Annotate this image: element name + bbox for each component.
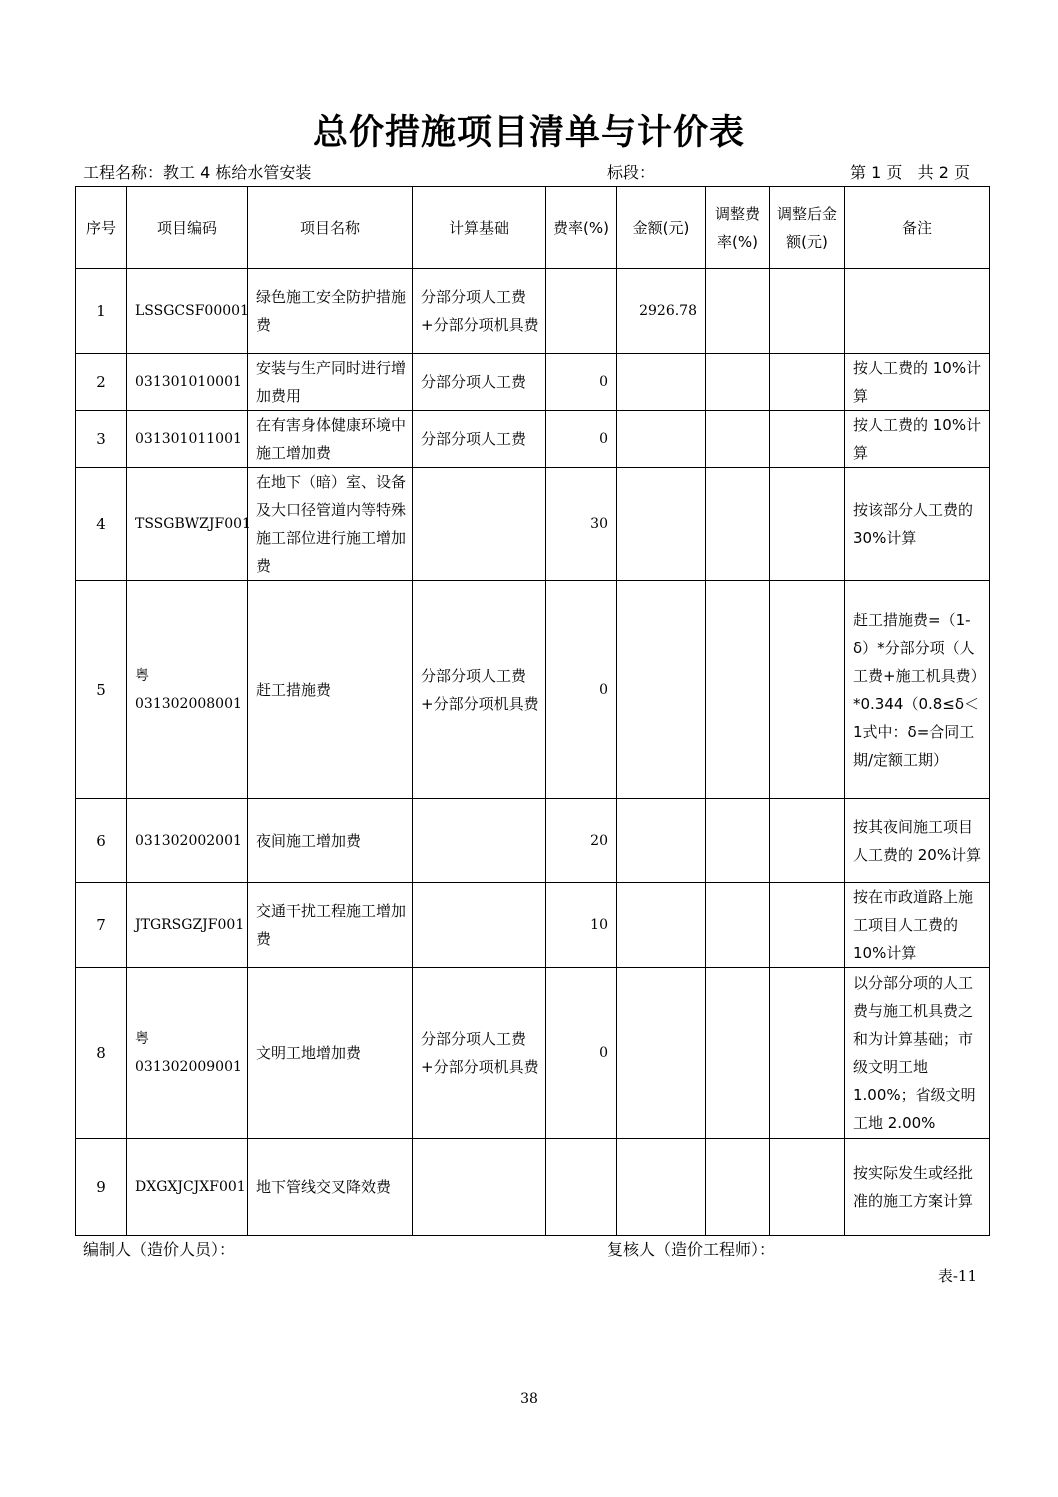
page-number: 38 bbox=[520, 1391, 538, 1407]
cell-basis: 分部分项人工费 bbox=[413, 354, 546, 411]
cell-amount bbox=[617, 968, 706, 1139]
cell-name: 安装与生产同时进行增加费用 bbox=[248, 354, 413, 411]
cell-amount bbox=[617, 1139, 706, 1236]
header-no: 序号 bbox=[76, 187, 127, 269]
cell-no: 7 bbox=[76, 883, 127, 968]
cell-code: LSSGCSF00001 bbox=[127, 269, 248, 354]
table-row bbox=[76, 411, 990, 468]
cell-note: 按实际发生或经批准的施工方案计算 bbox=[845, 1139, 990, 1236]
table-row bbox=[76, 883, 990, 968]
cell-amount: 2926.78 bbox=[617, 269, 706, 354]
cell-rate: 20 bbox=[546, 799, 617, 883]
cell-amount bbox=[617, 354, 706, 411]
cell-code: 031301011001 bbox=[127, 411, 248, 468]
page-info: 第 1 页 共 2 页 bbox=[850, 163, 970, 182]
section-label: 标段： bbox=[607, 163, 656, 182]
table-row bbox=[76, 269, 990, 354]
cell-rate: 0 bbox=[546, 968, 617, 1139]
cell-note: 以分部分项的人工费与施工机具费之和为计算基础；市级文明工地 1.00%；省级文明工地 2.00% bbox=[845, 968, 990, 1139]
cell-amount bbox=[617, 581, 706, 799]
cell-amount bbox=[617, 883, 706, 968]
cell-basis bbox=[413, 799, 546, 883]
cell-rate bbox=[546, 1139, 617, 1236]
cell-no: 1 bbox=[76, 269, 127, 354]
header-amount: 金额(元) bbox=[617, 187, 706, 269]
table-number: 表-11 bbox=[937, 1267, 977, 1285]
cell-adj-rate bbox=[706, 354, 770, 411]
cell-no: 9 bbox=[76, 1139, 127, 1236]
cell-basis bbox=[413, 883, 546, 968]
cell-code: 粤031302008001 bbox=[127, 581, 248, 799]
cell-name: 地下管线交叉降效费 bbox=[248, 1139, 413, 1236]
cell-basis bbox=[413, 1139, 546, 1236]
cell-amount bbox=[617, 799, 706, 883]
table-row bbox=[76, 968, 990, 1139]
cell-code: TSSGBWZJF001 bbox=[127, 468, 248, 581]
cell-adj-amount bbox=[770, 411, 845, 468]
cell-code: 031301010001 bbox=[127, 354, 248, 411]
cell-adj-rate bbox=[706, 269, 770, 354]
cell-name: 绿色施工安全防护措施费 bbox=[248, 269, 413, 354]
cell-name: 夜间施工增加费 bbox=[248, 799, 413, 883]
cell-amount bbox=[617, 411, 706, 468]
cell-name: 在有害身体健康环境中施工增加费 bbox=[248, 411, 413, 468]
cell-no: 3 bbox=[76, 411, 127, 468]
table-row bbox=[76, 581, 990, 799]
cell-adj-rate bbox=[706, 968, 770, 1139]
cell-amount bbox=[617, 468, 706, 581]
cell-note: 按人工费的 10%计算 bbox=[845, 411, 990, 468]
cell-basis: 分部分项人工费+分部分项机具费 bbox=[413, 581, 546, 799]
cell-rate: 0 bbox=[546, 354, 617, 411]
cell-no: 2 bbox=[76, 354, 127, 411]
cell-rate: 0 bbox=[546, 581, 617, 799]
header-rate: 费率(%) bbox=[546, 187, 617, 269]
cell-adj-amount bbox=[770, 1139, 845, 1236]
header-note: 备注 bbox=[845, 187, 990, 269]
cell-basis: 分部分项人工费 bbox=[413, 411, 546, 468]
table-row bbox=[76, 799, 990, 883]
cell-adj-amount bbox=[770, 799, 845, 883]
cell-basis: 分部分项人工费+分部分项机具费 bbox=[413, 269, 546, 354]
cell-rate bbox=[546, 269, 617, 354]
cell-no: 6 bbox=[76, 799, 127, 883]
cell-code: 031302002001 bbox=[127, 799, 248, 883]
cell-note bbox=[845, 269, 990, 354]
cell-note: 按该部分人工费的 30%计算 bbox=[845, 468, 990, 581]
header-basis: 计算基础 bbox=[413, 187, 546, 269]
cell-adj-rate bbox=[706, 468, 770, 581]
cell-basis bbox=[413, 468, 546, 581]
cell-basis: 分部分项人工费+分部分项机具费 bbox=[413, 968, 546, 1139]
cell-code: JTGRSGZJF001 bbox=[127, 883, 248, 968]
table-row bbox=[76, 354, 990, 411]
measures-table bbox=[75, 186, 990, 1236]
reviewer-label: 复核人（造价工程师）： bbox=[607, 1240, 776, 1259]
cell-code: DXGXJCJXF001 bbox=[127, 1139, 248, 1236]
cell-no: 5 bbox=[76, 581, 127, 799]
cell-adj-amount bbox=[770, 468, 845, 581]
header-code: 项目编码 bbox=[127, 187, 248, 269]
cell-name: 在地下（暗）室、设备及大口径管道内等特殊施工部位进行施工增加费 bbox=[248, 468, 413, 581]
header-name: 项目名称 bbox=[248, 187, 413, 269]
cell-adj-amount bbox=[770, 269, 845, 354]
cell-adj-rate bbox=[706, 883, 770, 968]
header-adj-amount: 调整后金额(元) bbox=[770, 187, 845, 269]
cell-note: 按人工费的 10%计算 bbox=[845, 354, 990, 411]
cell-rate: 0 bbox=[546, 411, 617, 468]
header-row bbox=[76, 187, 990, 269]
cell-note: 按其夜间施工项目人工费的 20%计算 bbox=[845, 799, 990, 883]
cell-rate: 10 bbox=[546, 883, 617, 968]
cell-name: 文明工地增加费 bbox=[248, 968, 413, 1139]
cell-no: 8 bbox=[76, 968, 127, 1139]
cell-adj-rate bbox=[706, 1139, 770, 1236]
cell-adj-rate bbox=[706, 411, 770, 468]
cell-adj-rate bbox=[706, 799, 770, 883]
cell-note: 按在市政道路上施工项目人工费的 10%计算 bbox=[845, 883, 990, 968]
cell-adj-amount bbox=[770, 354, 845, 411]
table-row bbox=[76, 1139, 990, 1236]
cell-name: 赶工措施费 bbox=[248, 581, 413, 799]
cell-note: 赶工措施费=（1-δ）*分部分项（人工费+施工机具费）*0.344（0.8≤δ＜1式中：δ=合同工期/定额工期） bbox=[845, 581, 990, 799]
cell-adj-amount bbox=[770, 581, 845, 799]
project-name: 工程名称：教工 4 栋给水管安装 bbox=[83, 163, 312, 182]
header-adj-rate: 调整费率(%) bbox=[706, 187, 770, 269]
cell-adj-amount bbox=[770, 968, 845, 1139]
preparer-label: 编制人（造价人员）： bbox=[83, 1240, 236, 1259]
cell-name: 交通干扰工程施工增加费 bbox=[248, 883, 413, 968]
page-title: 总价措施项目清单与计价表 bbox=[312, 113, 745, 153]
cell-rate: 30 bbox=[546, 468, 617, 581]
cell-code: 粤031302009001 bbox=[127, 968, 248, 1139]
cell-no: 4 bbox=[76, 468, 127, 581]
table-row bbox=[76, 468, 990, 581]
cell-adj-amount bbox=[770, 883, 845, 968]
cell-adj-rate bbox=[706, 581, 770, 799]
